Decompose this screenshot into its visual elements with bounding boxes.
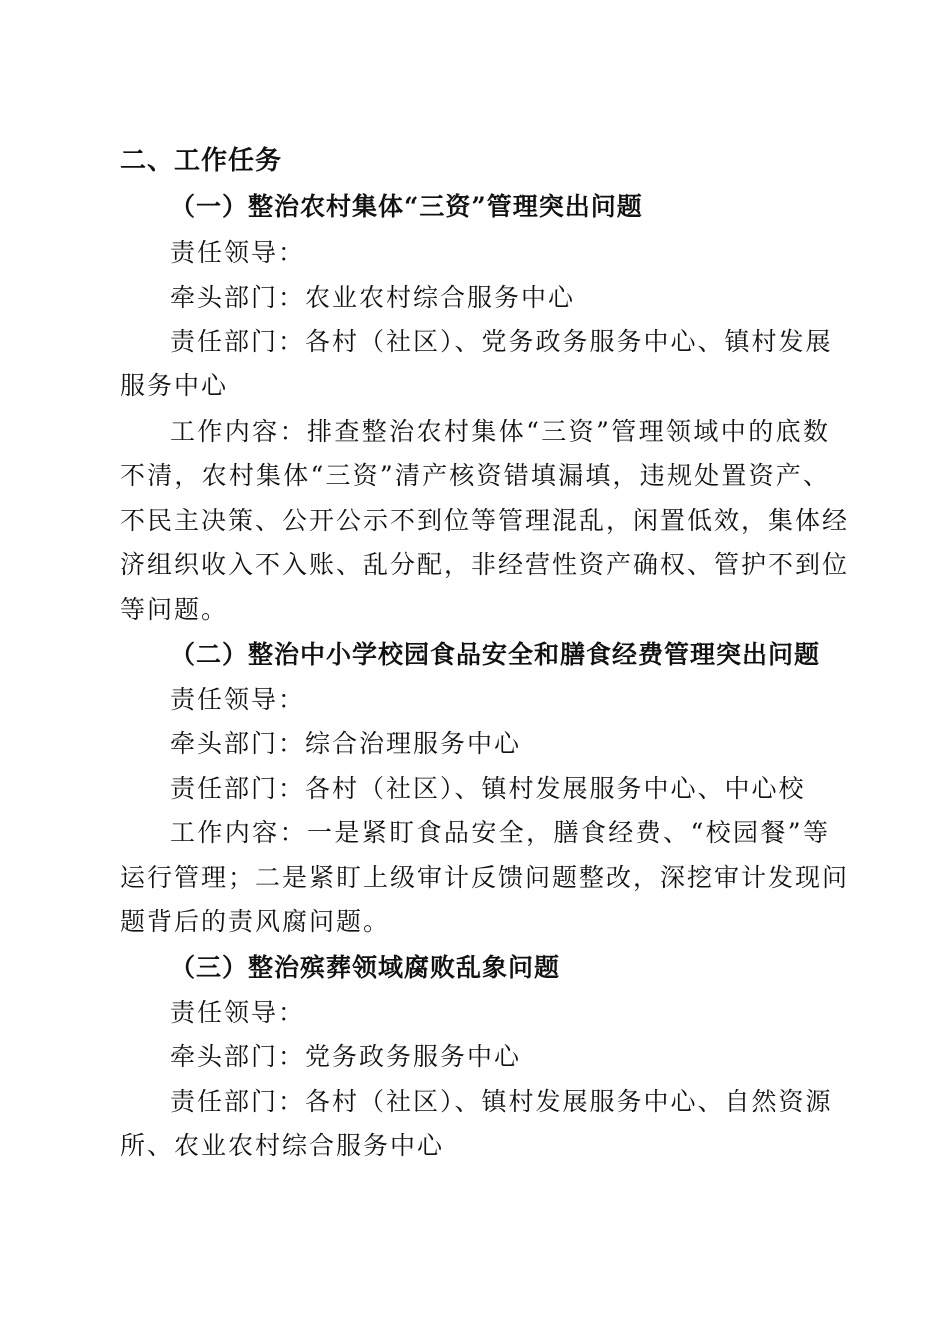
task2-lead-dept: 牵头部门：综合治理服务中心	[170, 729, 522, 758]
section-heading: 二、工作任务	[120, 146, 283, 176]
task2-title: （二）整治中小学校园食品安全和膳食经费管理突出问题	[170, 640, 821, 669]
task2-leader: 责任领导：	[170, 685, 306, 714]
task3-title: （三）整治殡葬领域腐败乱象问题	[170, 953, 561, 982]
task2-content-line1: 工作内容：一是紧盯食品安全，膳食经费、“校园餐”等	[170, 818, 830, 847]
task1-resp-dept-line1: 责任部门：各村（社区）、党务政务服务中心、镇村发展	[170, 327, 833, 356]
task1-content-line2: 不清，农村集体“三资”清产核资错填漏填，违规处置资产、	[120, 461, 830, 490]
task1-content-line1: 工作内容：排查整治农村集体“三资”管理领域中的底数	[170, 417, 830, 446]
task3-leader: 责任领导：	[170, 998, 306, 1027]
task1-lead-dept: 牵头部门：农业农村综合服务中心	[170, 283, 576, 312]
task2-resp-dept-line1: 责任部门：各村（社区）、镇村发展服务中心、中心校	[170, 774, 806, 803]
task3-resp-dept-line2: 所、农业农村综合服务中心	[120, 1131, 445, 1160]
task1-content-line5: 等问题。	[120, 595, 229, 624]
task1-leader: 责任领导：	[170, 238, 306, 267]
task1-content-line4: 济组织收入不入账、乱分配，非经营性资产确权、管护不到位	[120, 550, 850, 579]
task3-resp-dept-line1: 责任部门：各村（社区）、镇村发展服务中心、自然资源	[170, 1087, 833, 1116]
task1-resp-dept-line2: 服务中心	[120, 371, 229, 400]
task2-content-line3: 题背后的责风腐问题。	[120, 907, 391, 936]
task2-content-line2: 运行管理；二是紧盯上级审计反馈问题整改，深挖审计发现问	[120, 863, 850, 892]
task1-content-line3: 不民主决策、公开公示不到位等管理混乱，闲置低效，集体经	[120, 506, 850, 535]
task1-title: （一）整治农村集体“三资”管理突出问题	[170, 192, 643, 221]
task3-lead-dept: 牵头部门：党务政务服务中心	[170, 1042, 522, 1071]
